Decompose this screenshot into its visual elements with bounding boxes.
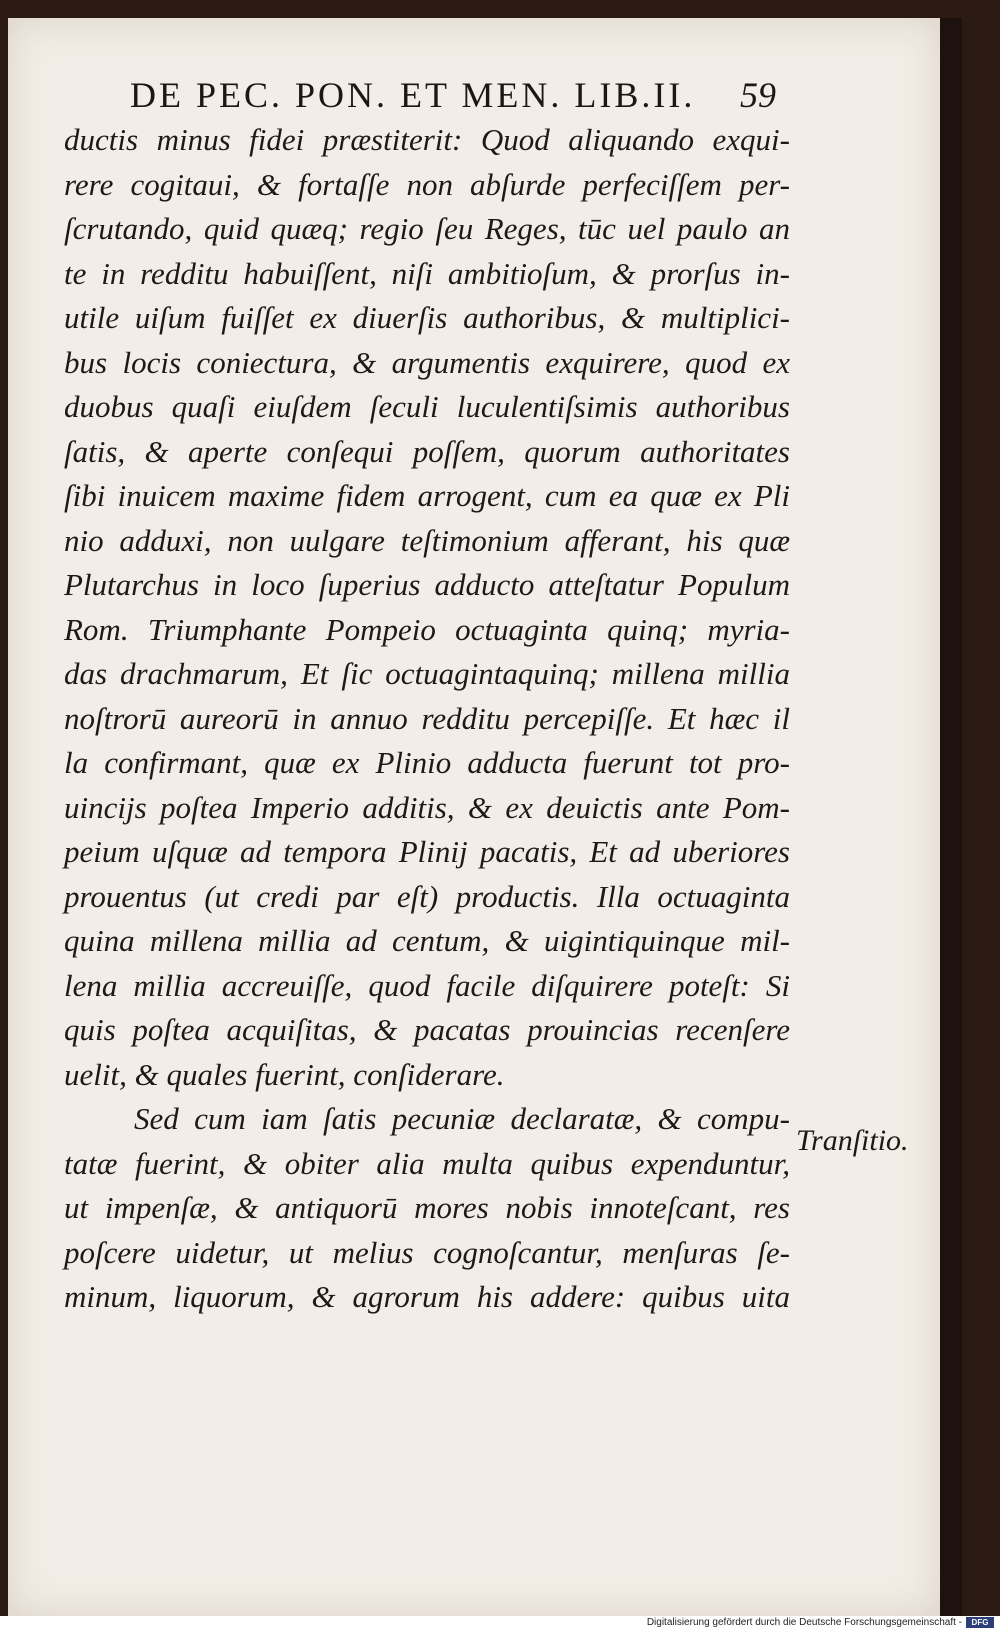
text-line: ductis minus fidei præstiterit: Quod aliquando exqui-: [64, 122, 790, 157]
text-line: ſatis, & aperte conſequi poſſem, quorum authoritates: [64, 433, 790, 469]
text-line: te in redditu habuiſſent, niſi ambitioſum, & prorſus in-: [64, 255, 790, 291]
text-line: lena millia accreuiſſe, quod facile diſquirere poteſt: Si: [64, 967, 790, 1003]
running-head: [130, 74, 830, 124]
text-line: noſtrorū aureorū in annuo redditu percepiſſe. Et hæc il: [64, 700, 790, 736]
text-line: Sed cum iam ſatis pecuniæ declaratæ, & compu-: [134, 1101, 790, 1136]
footer-credit: Digitalisierung gefördert durch die Deutsche Forschungsgemeinschaft -: [646, 1617, 962, 1628]
text-line: ſibi inuicem maxime fidem arrogent, cum ea quæ ex Pli: [64, 478, 790, 513]
text-line: peium uſquæ ad tempora Plinij pacatis, Et ad uberiores: [64, 834, 790, 869]
body-text: [64, 118, 790, 1320]
text-line: prouentus (ut credi par eſt) productis. Illa octuaginta: [64, 878, 790, 914]
text-line: duobus quaſi eiuſdem ſeculi luculentiſsimis authoribus: [64, 389, 790, 424]
text-line: bus locis coniectura, & argumentis exquirere, quod ex: [64, 344, 790, 380]
text-line: minum, liquorum, & agrorum his addere: quibus uita: [64, 1279, 790, 1314]
page-number: 59: [740, 75, 776, 115]
text-line: utile uiſum fuiſſet ex diuerſis authoribus, & multiplici-: [64, 300, 790, 335]
text-line: poſcere uidetur, ut melius cognoſcantur, menſuras ſe-: [64, 1234, 790, 1270]
text-line: das drachmarum, Et ſic octuagintaquinq; millena millia: [64, 656, 790, 691]
text-line: uincijs poſtea Imperio additis, & ex deuictis ante Pom-: [64, 789, 790, 825]
text-line: rere cogitaui, & fortaſſe non abſurde perfeciſſem per-: [64, 166, 790, 202]
text-line: quis poſtea acquiſitas, & pacatas prouincias recenſere: [64, 1012, 790, 1047]
dfg-logo-icon: DFG: [966, 1617, 994, 1628]
text-line: nio adduxi, non uulgare teſtimonium afferant, his quæ: [64, 522, 790, 558]
text-line: ſcrutando, quid quæq; regio ſeu Reges, tūc uel paulo an: [64, 211, 790, 246]
text-line: Rom. Triumphante Pompeio octuaginta quinq; myria-: [64, 611, 790, 647]
running-head-title: DE PEC. PON. ET MEN. LIB.II.: [130, 75, 696, 115]
text-line: la confirmant, quæ ex Plinio adducta fuerunt tot pro-: [64, 745, 790, 780]
text-line: uelit, & quales fuerint, conſiderare.: [64, 1056, 505, 1092]
text-line: quina millena millia ad centum, & uigintiquinque mil-: [64, 923, 790, 958]
marginal-note: Tranſitio.: [796, 1124, 909, 1157]
text-line: Plutarchus in loco ſuperius adducto atteſtatur Populum: [64, 567, 790, 602]
text-line: ut impenſæ, & antiquorū mores nobis innoteſcant, res: [64, 1190, 790, 1225]
text-line: tatæ fuerint, & obiter alia multa quibus expenduntur,: [64, 1145, 790, 1181]
page-edge: [940, 18, 962, 1616]
